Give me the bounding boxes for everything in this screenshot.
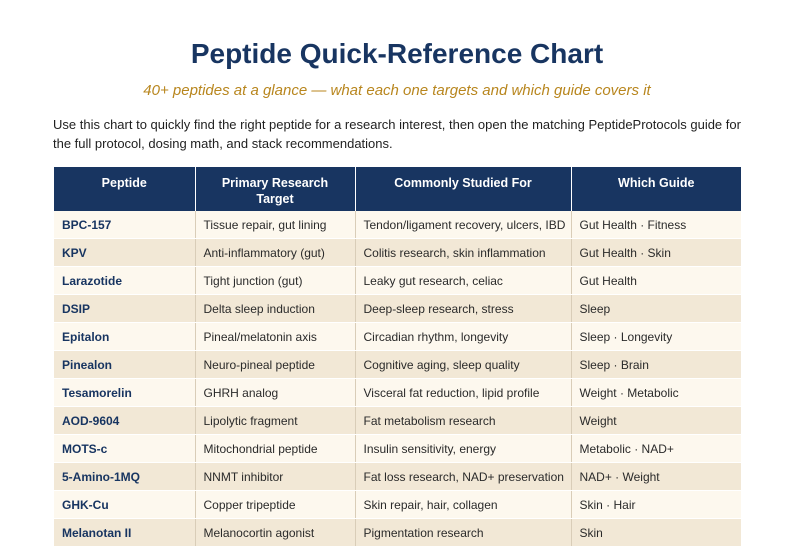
table-row [54,463,741,491]
cell-studied-for: Tendon/ligament recovery, ulcers, IBD [355,211,571,239]
cell-peptide: MOTS-c [54,435,195,463]
cell-guide: NAD+ · Weight [571,463,741,491]
peptide-table [54,167,741,547]
cell-guide: Sleep · Longevity [571,323,741,351]
cell-target: Mitochondrial peptide [195,435,355,463]
cell-guide: Weight [571,407,741,435]
cell-studied-for: Insulin sensitivity, energy [355,435,571,463]
cell-peptide: Tesamorelin [54,379,195,407]
cell-target: Neuro-pineal peptide [195,351,355,379]
cell-target: Copper tripeptide [195,491,355,519]
cell-target: Tight junction (gut) [195,267,355,295]
cell-studied-for: Pigmentation research [355,519,571,547]
cell-peptide: Pinealon [54,351,195,379]
cell-studied-for: Fat loss research, NAD+ preservation [355,463,571,491]
header-peptide: Peptide [54,167,195,211]
table-row [54,323,741,351]
cell-peptide: BPC-157 [54,211,195,239]
table-row [54,295,741,323]
cell-peptide: Epitalon [54,323,195,351]
table-body [54,211,741,547]
cell-studied-for: Fat metabolism research [355,407,571,435]
header-commonly-studied: Commonly Studied For [355,167,571,211]
table-row [54,379,741,407]
table-row [54,239,741,267]
table-row [54,351,741,379]
cell-target: Delta sleep induction [195,295,355,323]
intro-paragraph: Use this chart to quickly find the right peptide for a research interest, then open the matching PeptideProtocols guide for the full protocol, dosing math, and stack recommendations. [53,117,741,151]
cell-guide: Skin · Hair [571,491,741,519]
cell-target: NNMT inhibitor [195,463,355,491]
cell-target: Melanocortin agonist [195,519,355,547]
table-row [54,491,741,519]
cell-guide: Gut Health · Skin [571,239,741,267]
cell-studied-for: Deep-sleep research, stress [355,295,571,323]
cell-target: Pineal/melatonin axis [195,323,355,351]
cell-guide: Skin [571,519,741,547]
table-row [54,435,741,463]
page-subtitle: 40+ peptides at a glance — what each one targets and which guide covers it [143,82,651,99]
cell-studied-for: Visceral fat reduction, lipid profile [355,379,571,407]
cell-target: Anti-inflammatory (gut) [195,239,355,267]
cell-studied-for: Leaky gut research, celiac [355,267,571,295]
cell-peptide: Melanotan II [54,519,195,547]
cell-peptide: AOD-9604 [54,407,195,435]
cell-studied-for: Colitis research, skin inflammation [355,239,571,267]
cell-peptide: 5-Amino-1MQ [54,463,195,491]
cell-guide: Gut Health · Fitness [571,211,741,239]
cell-guide: Metabolic · NAD+ [571,435,741,463]
cell-guide: Weight · Metabolic [571,379,741,407]
header-which-guide: Which Guide [571,167,741,211]
cell-guide: Gut Health [571,267,741,295]
cell-peptide: DSIP [54,295,195,323]
table-row [54,407,741,435]
cell-target: Tissue repair, gut lining [195,211,355,239]
cell-studied-for: Circadian rhythm, longevity [355,323,571,351]
page-title: Peptide Quick-Reference Chart [190,38,604,69]
cell-peptide: Larazotide [54,267,195,295]
cell-peptide: GHK-Cu [54,491,195,519]
cell-guide: Sleep [571,295,741,323]
cell-target: GHRH analog [195,379,355,407]
cell-target: Lipolytic fragment [195,407,355,435]
cell-studied-for: Skin repair, hair, collagen [355,491,571,519]
table-row [54,211,741,239]
cell-peptide: KPV [54,239,195,267]
table-row [54,519,741,547]
table-header-row [54,167,741,211]
cell-guide: Sleep · Brain [571,351,741,379]
header-primary-target: Primary Research Target [195,167,355,211]
cell-studied-for: Cognitive aging, sleep quality [355,351,571,379]
table-row [54,267,741,295]
